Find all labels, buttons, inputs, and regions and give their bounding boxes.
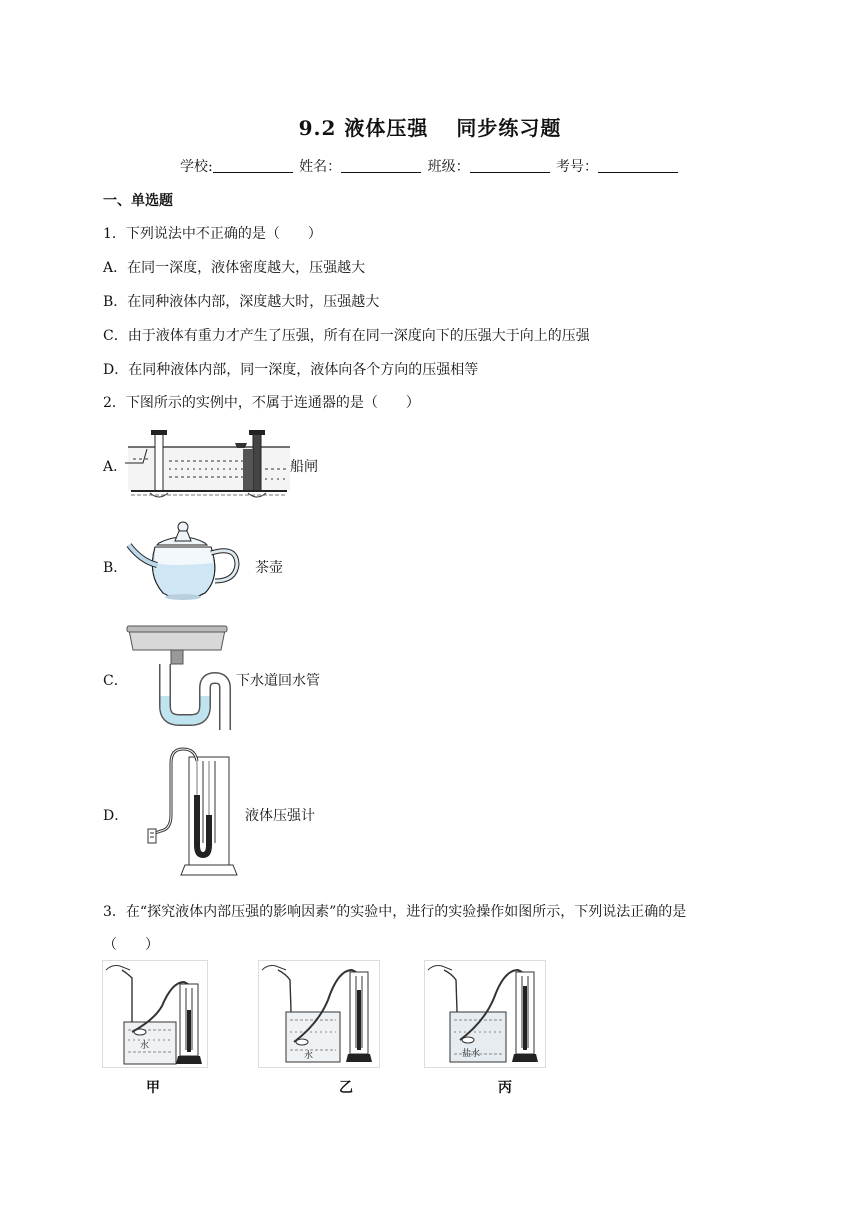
title-sub: 同步练习题 [456, 116, 562, 140]
school-label: 学校: [179, 159, 213, 175]
q1-option-d: D．在同种液体内部，同一深度，液体向各个方向的压强相等 [103, 362, 479, 378]
number-label: 考号： [556, 159, 599, 175]
q3-paren: （ ） [103, 937, 159, 953]
drain-trap-figure [125, 622, 235, 732]
q1-option-a: A．在同一深度，液体密度越大，压强越大 [103, 260, 366, 276]
liquid-label-yi: 水 [304, 1051, 314, 1061]
pressure-gauge-figure [145, 745, 240, 880]
q2-option-b-label: 茶壶 [255, 560, 283, 576]
section-heading: 一、单选题 [103, 193, 173, 209]
caption-bing: 丙 [498, 1080, 512, 1096]
q1-option-c: C．由于液体有重力才产生了压强，所有在同一深度向下的压强大于向上的压强 [103, 328, 590, 344]
class-blank [470, 158, 550, 173]
liquid-label-bing: 盐水 [462, 1049, 481, 1059]
q2-option-a-label: 船闸 [290, 459, 318, 475]
q2-option-d-letter: D． [103, 808, 129, 824]
experiment-figure-jia [102, 960, 208, 1068]
student-info-line [0, 156, 860, 176]
name-blank [341, 158, 421, 173]
q2-option-a-letter: A． [103, 459, 128, 475]
name-label: 姓名： [299, 159, 342, 175]
ship-lock-figure [125, 425, 293, 500]
page-title [0, 112, 860, 141]
q1-option-b: B．在同种液体内部，深度越大时，压强越大 [103, 294, 380, 310]
q3-stem: 3．在“探究液体内部压强的影响因素”的实验中，进行的实验操作如图所示，下列说法正确的是 [103, 904, 687, 920]
number-blank [598, 158, 678, 173]
teapot-figure [125, 515, 245, 607]
class-label: 班级： [427, 159, 470, 175]
q2-option-d-label: 液体压强计 [245, 808, 315, 824]
liquid-label-jia: 水 [140, 1041, 150, 1051]
q2-option-c-letter: C． [103, 673, 128, 689]
q2-option-c-label: 下水道回水管 [236, 673, 320, 689]
experiment-figure-bing [424, 960, 546, 1068]
experiment-figure-yi [258, 960, 380, 1068]
caption-jia: 甲 [146, 1080, 160, 1096]
title-main: 9.2 液体压强 [298, 116, 429, 140]
q1-stem: 1．下列说法中不正确的是（ ） [103, 226, 322, 242]
q2-stem: 2．下图所示的实例中，不属于连通器的是（ ） [103, 395, 420, 411]
school-blank [213, 158, 293, 173]
q2-option-b-letter: B． [103, 560, 128, 576]
caption-yi: 乙 [339, 1080, 353, 1096]
